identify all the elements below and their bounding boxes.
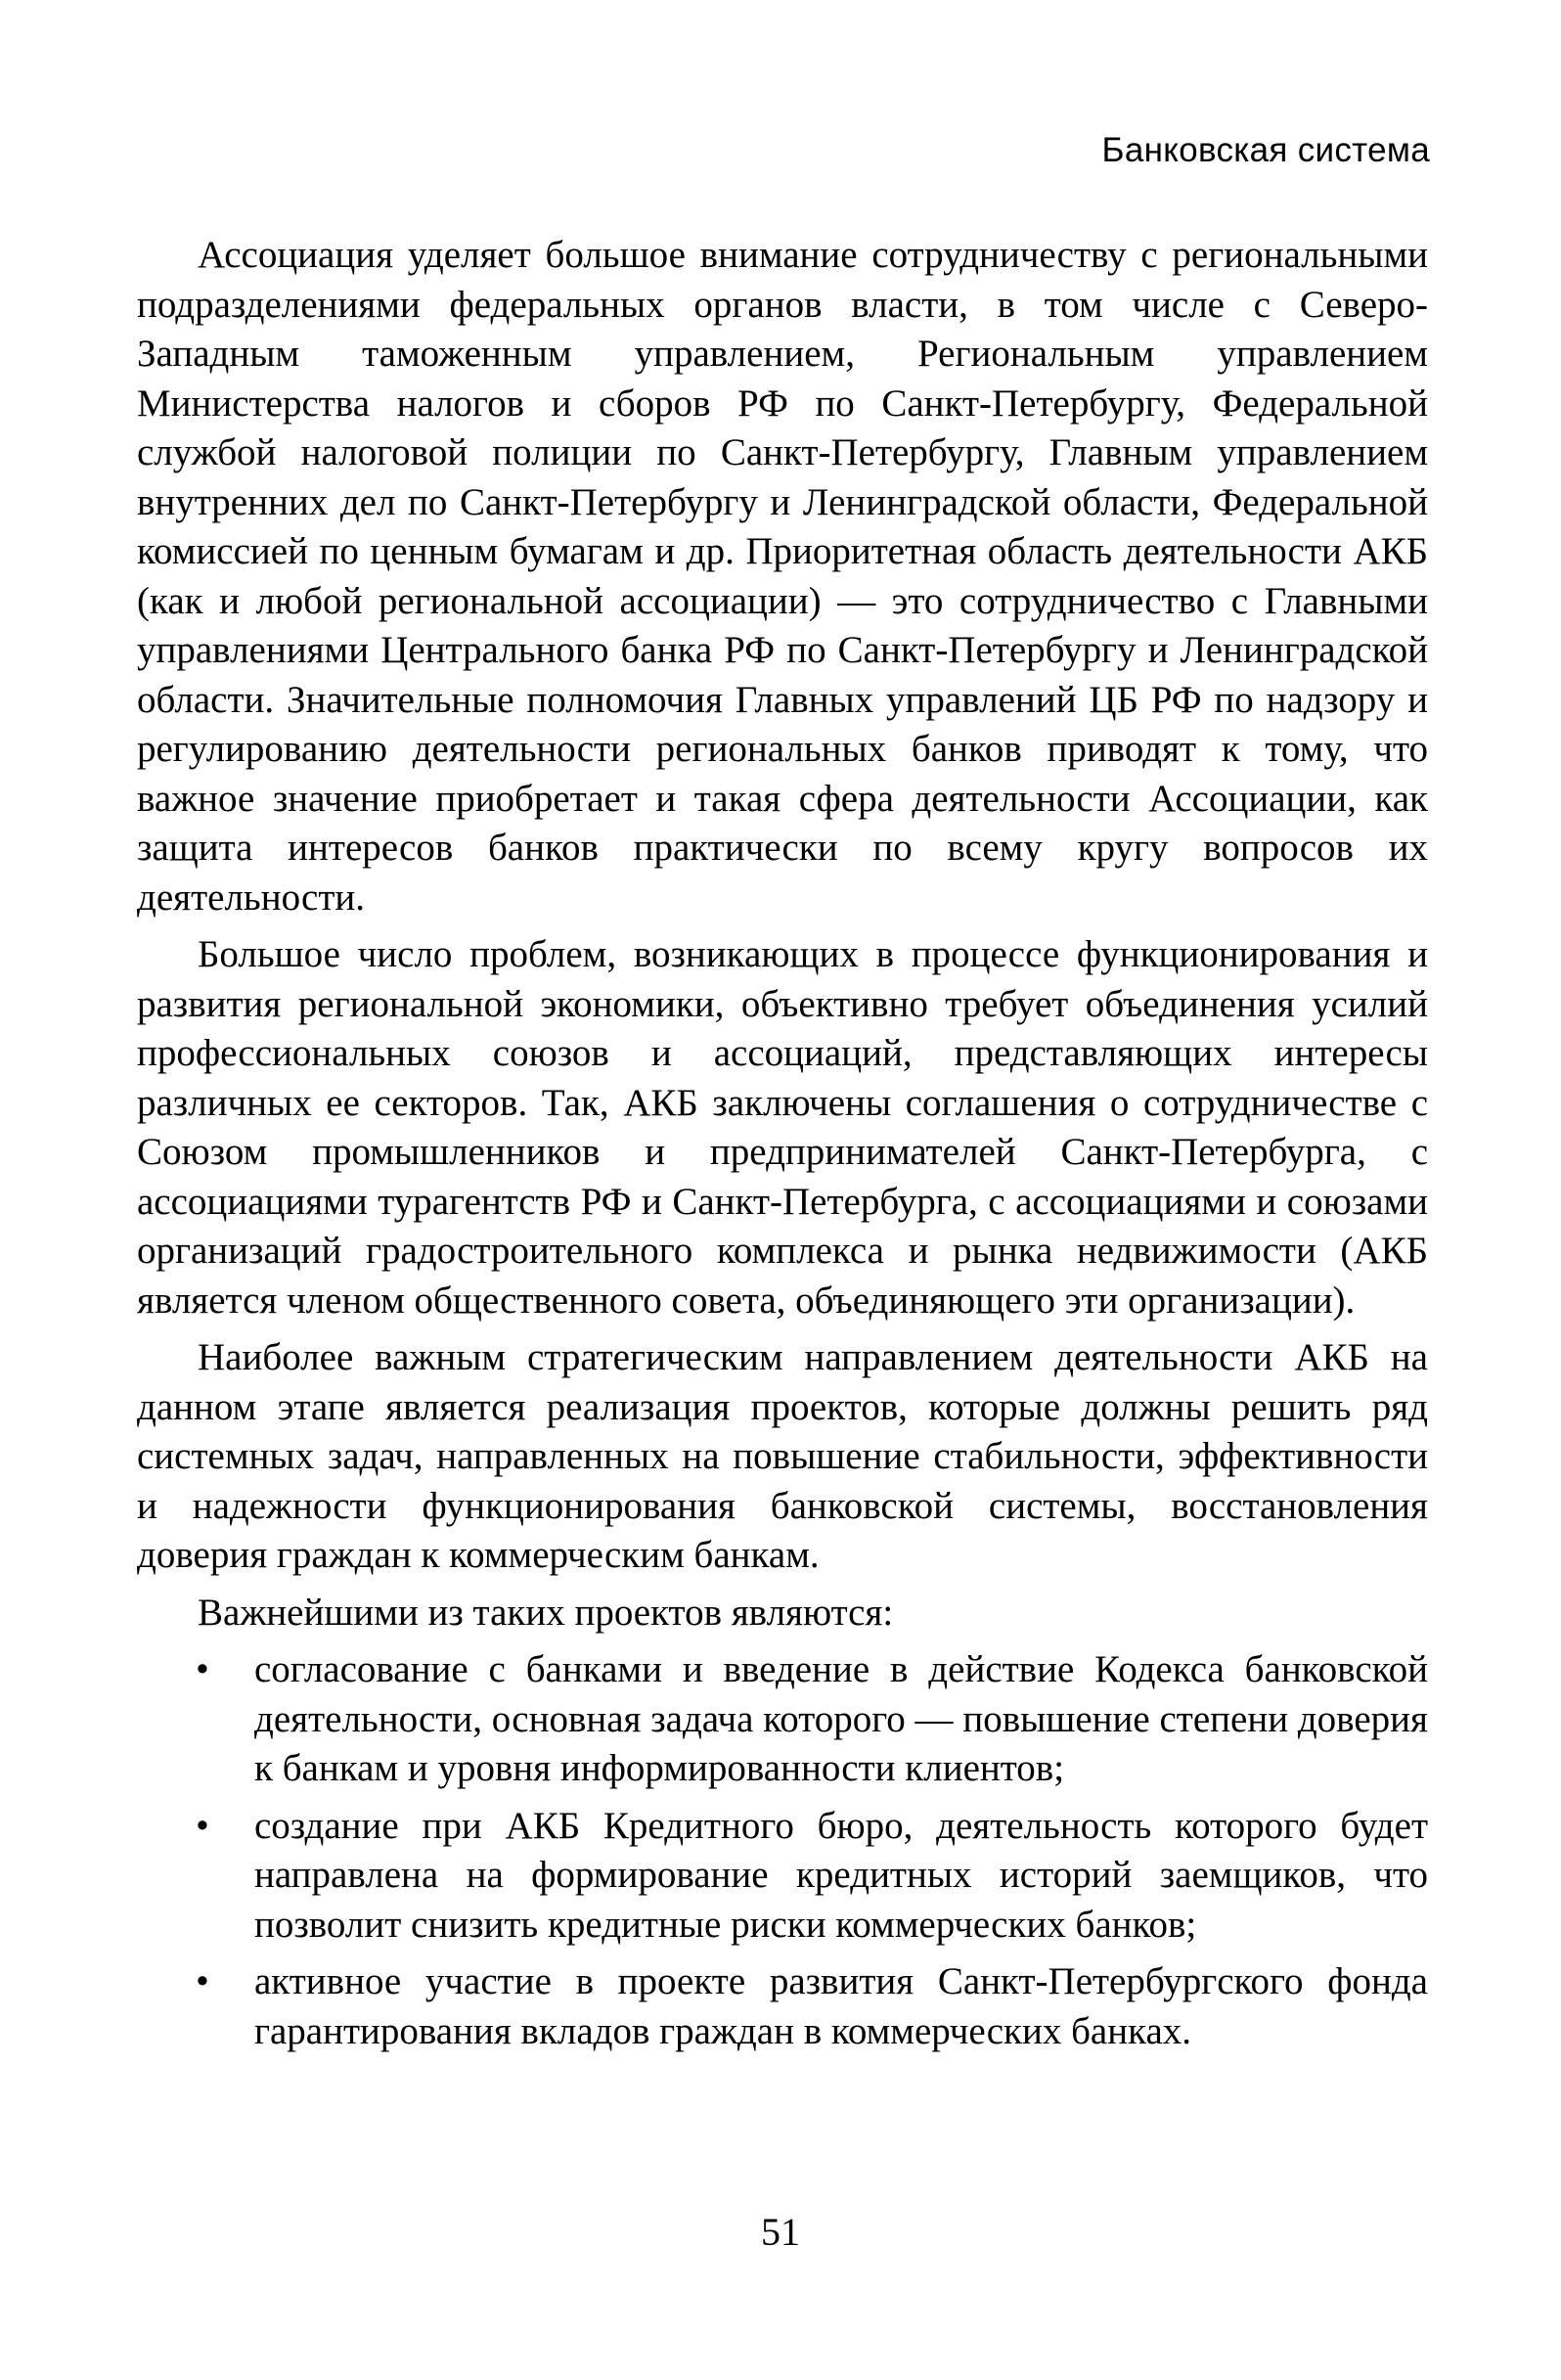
bullet-marker: • bbox=[196, 1804, 209, 1847]
bullet-item-3 bbox=[137, 1957, 1428, 2056]
paragraph-4: Важнейшими из таких проектов являются: bbox=[198, 1591, 894, 1634]
bullet-item-1 bbox=[137, 1645, 1428, 1794]
paragraph-2: Большое число проблем, возникающих в процессе функционирования и развития региональной экономики, объективно требует объединения усилий профессиональных союзов и ассоциаций, представляющих интересы различных ее секторов. Так, АКБ заключены соглашения о сотрудничестве с Союзом промышленников и предпринимателей Санкт-Петербурга, с ассоциациями турагентств РФ и Санкт-Петербурга, с ассоциациями и союзами организаций градостроительного комплекса и рынка недвижимости (АКБ является членом общественного совета, объединяющего эти организации). bbox=[137, 933, 1428, 1322]
bullet-marker: • bbox=[196, 1960, 209, 2002]
bullet-text: активное участие в проекте развития Санкт-Петербургского фонда гарантирования вкладов граждан в коммерческих банках. bbox=[254, 1960, 1428, 2052]
bullet-item-2 bbox=[137, 1802, 1428, 1951]
bullet-marker: • bbox=[196, 1648, 209, 1690]
bullet-text: согласование с банками и введение в действие Кодекса банковской деятельности, основная задача которого — повышение степени доверия к банкам и уровня информированности клиентов; bbox=[254, 1648, 1428, 1789]
page-number: 51 bbox=[761, 2210, 800, 2254]
paragraph-1: Ассоциация уделяет большое внимание сотрудничеству с региональными подразделениями федеральных органов власти, в том числе с Северо-Западным таможенным управлением, Региональным управлением Министерства налогов и сборов РФ по Санкт-Петербургу, Федеральной службой налоговой полиции по Санкт-Петербургу, Главным управлением внутренних дел по Санкт-Петербургу и Ленинградской области, Федеральной комиссией по ценным бумагам и др. Приоритетная область деятельности АКБ (как и любой региональной ассоциации) — это сотрудничество с Главными управлениями Центрального банка РФ по Санкт-Петербургу и Ленинградской области. Значительные полномочия Главных управлений ЦБ РФ по надзору и регулированию деятельности региональных банков приводят к тому, что важное значение приобретает и такая сфера деятельности Ассоциации, как защита интересов банков практически по всему кругу вопросов их деятельности. bbox=[137, 234, 1428, 919]
bullet-list bbox=[137, 1645, 1428, 2056]
paragraph-3: Наиболее важным стратегическим направлением деятельности АКБ на данном этапе является реализация проектов, которые должны решить ряд системных задач, направленных на повышение стабильности, эффективности и надежности функционирования банковской системы, восстановления доверия граждан к коммерческим банкам. bbox=[137, 1336, 1428, 1576]
running-header: Банковская система bbox=[1101, 131, 1430, 169]
bullet-text: создание при АКБ Кредитного бюро, деятельность которого будет направлена на формирование кредитных историй заемщиков, что позволит снизить кредитные риски коммерческих банков; bbox=[254, 1804, 1428, 1946]
body-text bbox=[137, 231, 1428, 2064]
